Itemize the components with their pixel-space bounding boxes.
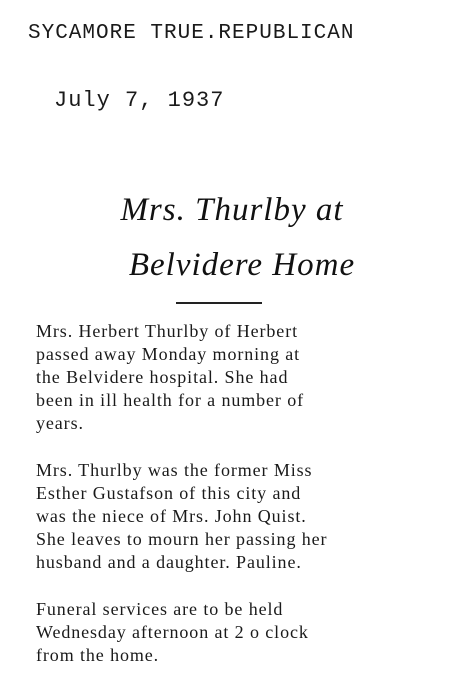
paragraph-line: been in ill health for a number of	[36, 390, 305, 410]
paragraph-line: Funeral services are to be held	[36, 599, 284, 619]
newspaper-masthead: SYCAMORE TRUE.REPUBLICAN	[28, 22, 355, 45]
paragraph-line: years.	[36, 413, 84, 433]
paragraph-line: Esther Gustafson of this city and	[36, 483, 302, 503]
paragraph-line: the Belvidere hospital. She had	[36, 367, 289, 387]
headline-divider	[176, 302, 262, 304]
headline-line-2: Belvidere Home	[128, 247, 356, 283]
paragraph-line: passed away Monday morning at	[36, 344, 301, 364]
paragraph-line: from the home.	[36, 645, 160, 665]
paragraph-line: was the niece of Mrs. John Quist.	[36, 506, 307, 526]
paragraph-line: husband and a daughter. Pauline.	[36, 552, 302, 572]
paragraph-line: Mrs. Herbert Thurlby of Herbert	[36, 321, 298, 341]
paragraph-line: Mrs. Thurlby was the former Miss	[36, 460, 313, 480]
paragraph-line: Wednesday afternoon at 2 o clock	[36, 622, 309, 642]
article-paragraph-1	[32, 320, 436, 435]
headline-line-1: Mrs. Thurlby at	[120, 192, 344, 228]
paragraph-line: She leaves to mourn her passing her	[36, 529, 328, 549]
publication-date: July 7, 1937	[54, 88, 225, 113]
article-paragraph-2	[32, 459, 436, 574]
article-paragraph-3	[32, 598, 436, 667]
